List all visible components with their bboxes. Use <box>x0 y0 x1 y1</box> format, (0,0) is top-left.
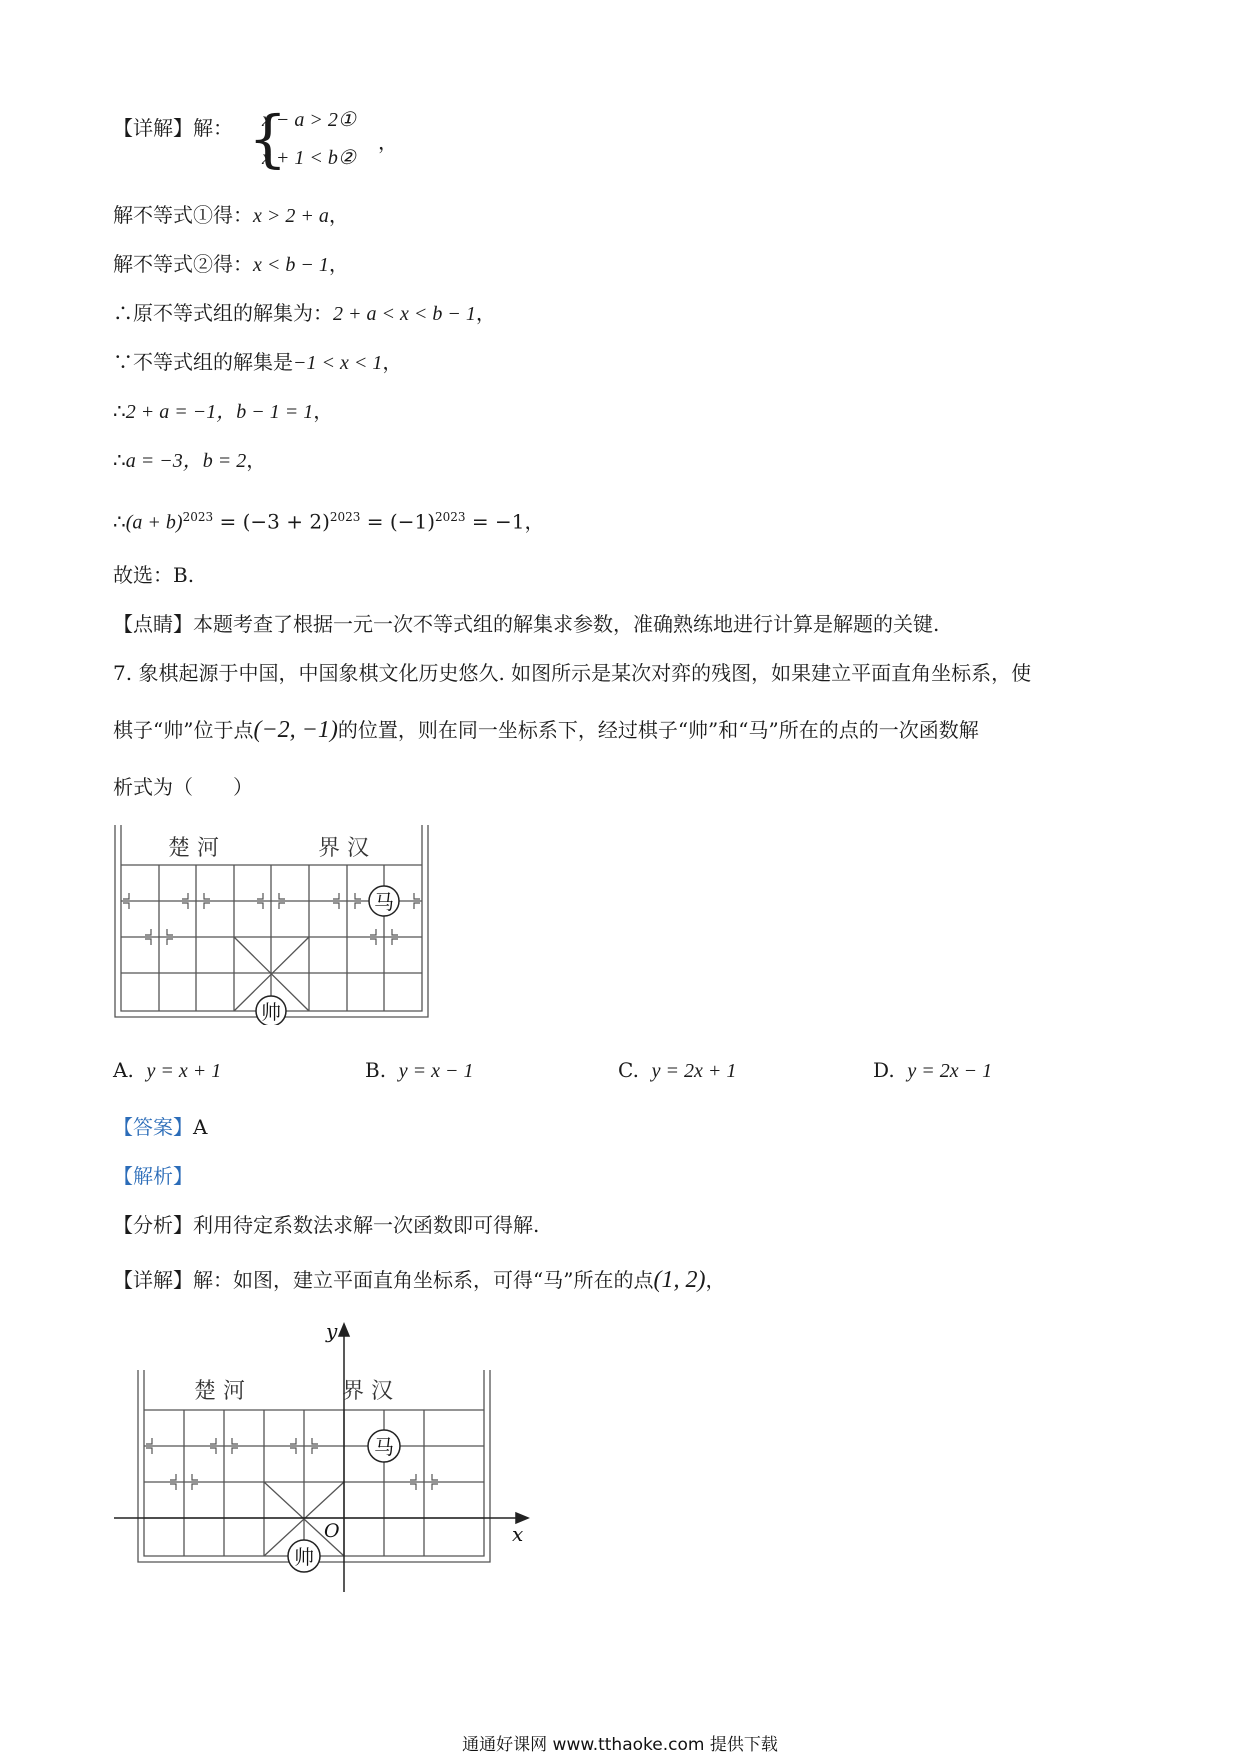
inequality-2: x + 1 < b② <box>262 147 356 169</box>
option-c: C. y = 2x + 1 <box>618 1058 737 1082</box>
step-line: 解不等式②得：x < b − 1， <box>113 252 349 276</box>
origin-label: O <box>324 1520 340 1542</box>
brace-icon: { <box>248 102 288 175</box>
y-axis-arrow-icon <box>339 1324 349 1336</box>
option-d: D. y = 2x − 1 <box>873 1058 993 1082</box>
choice-line: 故选：B. <box>113 563 195 587</box>
step-line: ∴原不等式组的解集为：2 + a < x < b − 1， <box>113 301 496 325</box>
analysis-line: 【分析】利用待定系数法求解一次函数即可得解. <box>113 1213 540 1237</box>
step-line: ∵不等式组的解集是−1 < x < 1， <box>113 350 403 374</box>
detail2-line: 【详解】解：如图，建立平面直角坐标系，可得“马”所在的点(1, 2)， <box>113 1267 726 1293</box>
marshal-piece-label-2: 帅 <box>294 1545 314 1569</box>
river-left-label: 楚 河 <box>168 836 219 861</box>
power-line: ∴(a + $b)^{2023} = (-3 + 2)^{2023} = (-1)^{2023} = -1$， <box>113 509 545 534</box>
river-left-label-2: 楚 河 <box>194 1379 245 1404</box>
inequality-1: x − a > 2① <box>262 109 356 131</box>
x-axis-label: x <box>512 1522 524 1546</box>
answer-line: 【答案】A <box>113 1115 208 1139</box>
system-comma: ， <box>378 130 398 154</box>
analysis-label: 【解析】 <box>113 1164 193 1188</box>
marshal-piece-label: 帅 <box>261 1000 281 1024</box>
chess-board-figure <box>110 825 440 1025</box>
river-right-label-2: 界 汉 <box>342 1379 393 1404</box>
option-b: B. y = x − 1 <box>365 1058 474 1082</box>
option-a: A. y = x + 1 <box>113 1058 222 1082</box>
horse-piece-label-2: 马 <box>374 1435 394 1459</box>
inequality-system <box>248 102 408 185</box>
step-line: 解不等式①得：x > 2 + a， <box>113 203 349 227</box>
chess-board-axes-figure <box>110 1320 540 1595</box>
question-line-1: 7. 象棋起源于中国，中国象棋文化历史悠久. 如图所示是某次对弈的残图，如果建立平面直角坐标系，使 <box>113 661 1032 685</box>
step-line: ∴2 + a = −1，b − 1 = 1， <box>113 399 334 423</box>
question-line-3: 析式为（ ） <box>113 775 253 799</box>
step-line: ∴a = −3，b = 2， <box>113 448 267 472</box>
detail-label: 【详解】解： <box>113 116 233 140</box>
horse-piece-label: 马 <box>374 890 394 914</box>
river-right-label: 界 汉 <box>318 836 369 861</box>
page-footer: 通通好课网 www.tthaoke.com 提供下载 <box>462 1735 778 1755</box>
y-axis-label: y <box>326 1320 338 1343</box>
comment-line: 【点睛】本题考查了根据一元一次不等式组的解集求参数，准确熟练地进行计算是解题的关键. <box>113 612 940 636</box>
question-line-2: 棋子“帅”位于点(−2, −1)的位置，则在同一坐标系下，经过棋子“帅”和“马”所在的点的一次函数解 <box>113 717 979 743</box>
